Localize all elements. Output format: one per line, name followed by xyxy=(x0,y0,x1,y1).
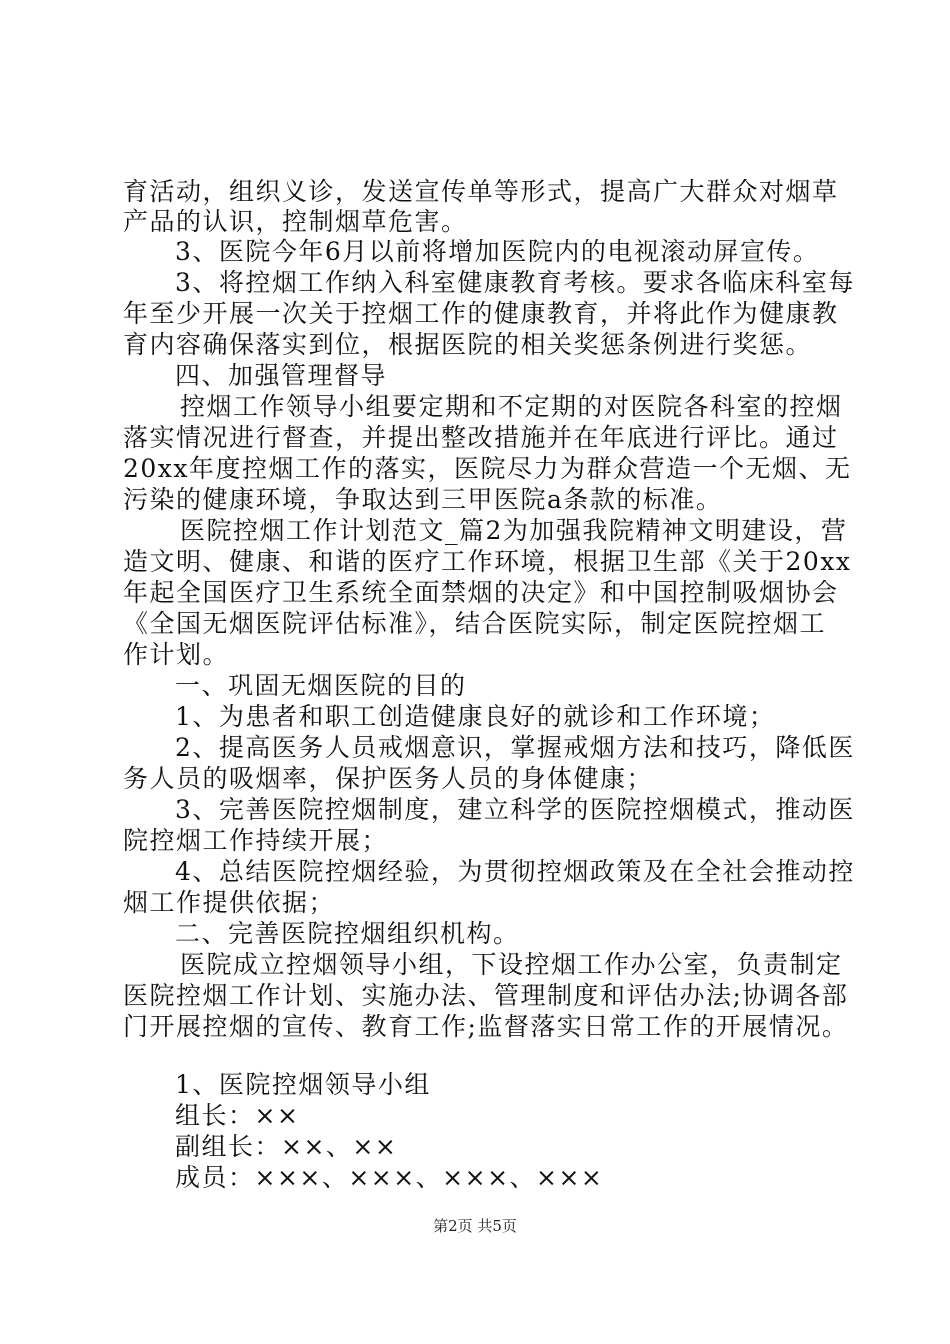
text-line: 医院控烟工作计划范文_篇2为加强我院精神文明建设，营 xyxy=(180,516,848,545)
text-line: 育内容确保落实到位，根据医院的相关奖惩条例进行奖惩。 xyxy=(123,330,813,359)
text-line: 烟工作提供依据； xyxy=(123,888,336,917)
text-line: 育活动，组织义诊，发送宣传单等形式，提高广大群众对烟草 xyxy=(123,177,839,206)
text-line: 成员：×××、×××、×××、××× xyxy=(175,1163,604,1192)
text-line: 3、完善医院控烟制度，建立科学的医院控烟模式，推动医 xyxy=(175,795,855,824)
text-line: 3、将控烟工作纳入科室健康教育考核。要求各临床科室每 xyxy=(175,268,855,297)
section-heading: 四、加强管理督导 xyxy=(175,361,388,390)
text-line: 门开展控烟的宣传、教育工作;监督落实日常工作的开展情况。 xyxy=(123,1012,849,1041)
subsection-heading: 1、医院控烟领导小组 xyxy=(175,1070,431,1099)
page-number: 第2页 共5页 xyxy=(433,1217,517,1235)
text-line: 污染的健康环境，争取达到三甲医院a条款的标准。 xyxy=(123,485,723,514)
text-line: 务人员的吸烟率，保护医务人员的身体健康； xyxy=(123,764,654,793)
text-line: 医院控烟工作计划、实施办法、管理制度和评估办法;协调各部 xyxy=(123,981,849,1010)
text-line: 20xx年度控烟工作的落实，医院尽力为群众营造一个无烟、无 xyxy=(123,454,852,483)
text-line: 年起全国医疗卫生系统全面禁烟的决定》和中国控制吸烟协会 xyxy=(123,578,839,607)
text-line: 院控烟工作持续开展； xyxy=(123,826,389,855)
text-line: 1、为患者和职工创造健康良好的就诊和工作环境； xyxy=(175,702,776,731)
text-line: 3、医院今年6月以前将增加医院内的电视滚动屏宣传。 xyxy=(175,237,820,266)
section-heading: 一、巩固无烟医院的目的 xyxy=(175,671,467,700)
text-line: 作计划。 xyxy=(123,640,230,669)
text-line: 产品的认识，控制烟草危害。 xyxy=(123,207,468,236)
section-heading: 二、完善医院控烟组织机构。 xyxy=(175,919,520,948)
text-line: 组长：×× xyxy=(175,1101,300,1130)
text-line: 造文明、健康、和谐的医疗工作环境，根据卫生部《关于20xx xyxy=(123,547,852,576)
text-line: 《全国无烟医院评估标准》，结合医院实际，制定医院控烟工 xyxy=(123,609,827,638)
text-line: 4、总结医院控烟经验，为贯彻控烟政策及在全社会推动控 xyxy=(175,857,855,886)
text-line: 副组长：××、×× xyxy=(175,1132,398,1161)
text-line: 医院成立控烟领导小组，下设控烟工作办公室，负责制定 xyxy=(180,950,843,979)
text-line: 年至少开展一次关于控烟工作的健康教育，并将此作为健康教 xyxy=(123,299,839,328)
text-line: 2、提高医务人员戒烟意识，掌握戒烟方法和技巧，降低医 xyxy=(175,733,855,762)
text-line: 落实情况进行督查，并提出整改措施并在年底进行评比。通过 xyxy=(123,423,839,452)
text-line: 控烟工作领导小组要定期和不定期的对医院各科室的控烟 xyxy=(180,392,843,421)
